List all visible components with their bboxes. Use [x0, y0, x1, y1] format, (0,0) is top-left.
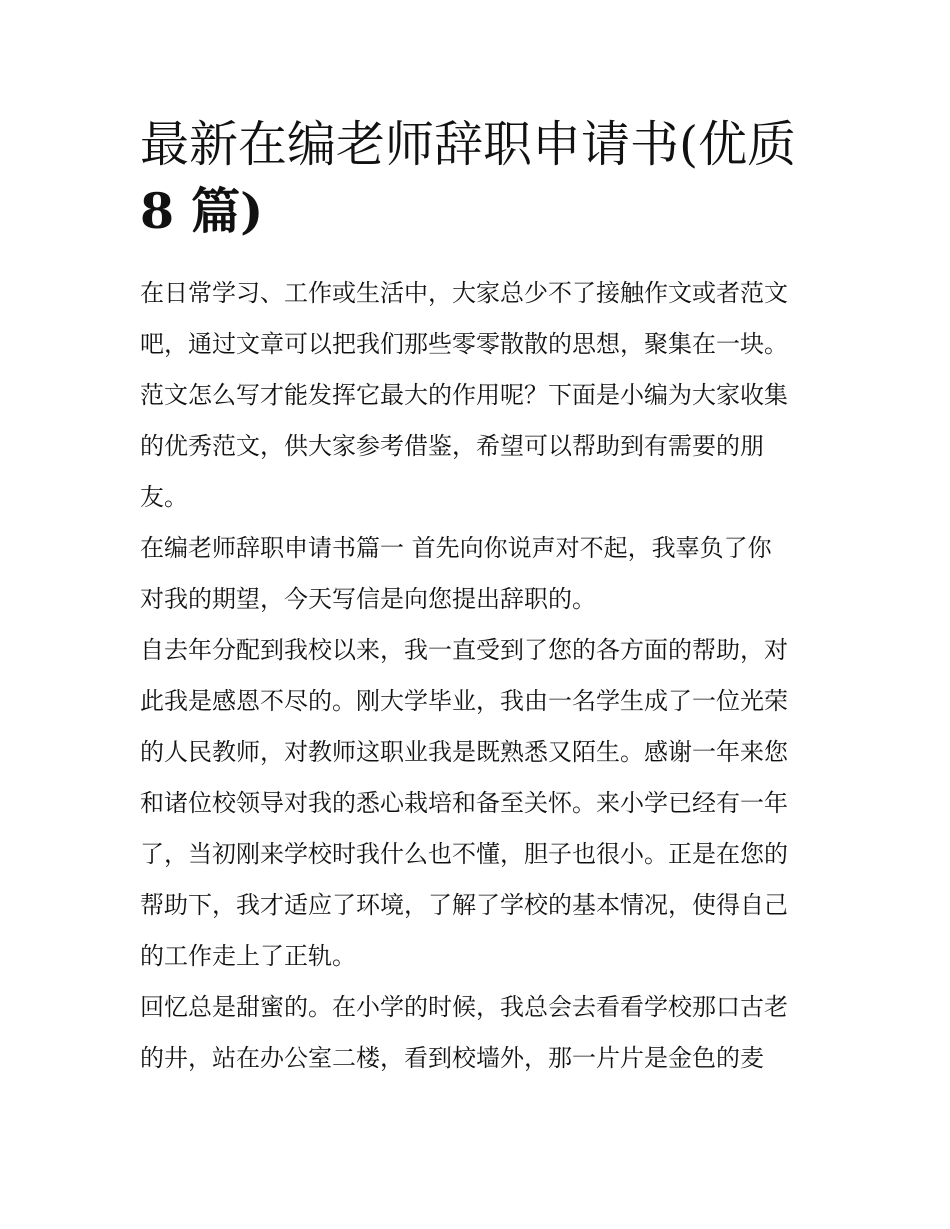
text-line: 此我是感恩不尽的。刚大学毕业，我由一名学生成了一位光荣 [140, 687, 788, 715]
document-title [140, 112, 812, 244]
text-line: 自去年分配到我校以来，我一直受到了您的各方面的帮助，对 [140, 636, 788, 664]
text-line: 友。 [140, 483, 188, 511]
text-line: 回忆总是甜蜜的。在小学的时候，我总会去看看学校那口古老 [140, 993, 788, 1021]
document-page [140, 112, 812, 1084]
title-line: 最新在编老师辞职申请书(优质 [140, 116, 797, 173]
text-line: 和诸位校领导对我的悉心栽培和备至关怀。来小学已经有一年 [140, 789, 788, 817]
text-line: 的工作走上了正轨。 [140, 942, 356, 970]
document-body [140, 268, 812, 1084]
text-line: 的井，站在办公室二楼，看到校墙外，那一片片是金色的麦 [140, 1044, 764, 1072]
text-line: 的人民教师，对教师这职业我是既熟悉又陌生。感谢一年来您 [140, 738, 788, 766]
text-line: 吧，通过文章可以把我们那些零零散散的思想，聚集在一块。 [140, 330, 788, 358]
title-line: 8 篇) [140, 182, 264, 240]
paragraph-gratitude [140, 625, 812, 982]
text-line: 范文怎么写才能发挥它最大的作用呢？下面是小编为大家收集 [140, 381, 788, 409]
paragraph-memories [140, 982, 812, 1084]
text-line: 的优秀范文，供大家参考借鉴，希望可以帮助到有需要的朋 [140, 432, 764, 460]
text-line: 在日常学习、工作或生活中，大家总少不了接触作文或者范文 [140, 279, 788, 307]
paragraph-intro [140, 268, 812, 523]
text-line: 了，当初刚来学校时我什么也不懂，胆子也很小。正是在您的 [140, 840, 788, 868]
text-line: 在编老师辞职申请书篇一 首先向你说声对不起，我辜负了你 [140, 534, 772, 562]
paragraph-section-one [140, 523, 812, 625]
text-line: 帮助下，我才适应了环境，了解了学校的基本情况，使得自己 [140, 891, 788, 919]
text-line: 对我的期望，今天写信是向您提出辞职的。 [140, 585, 596, 613]
